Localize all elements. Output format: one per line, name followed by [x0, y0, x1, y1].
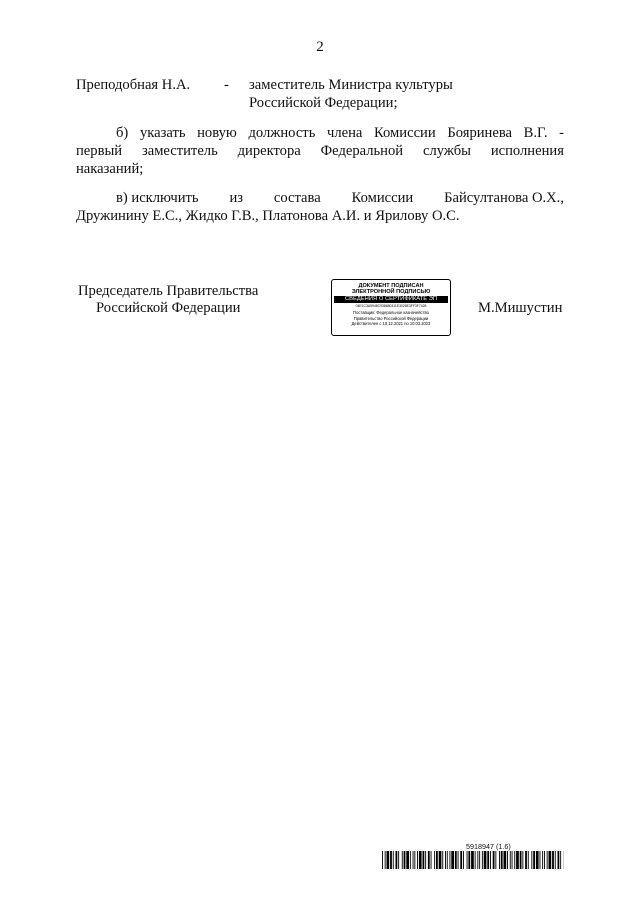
- item-v-line2: Дружинину Е.С., Жидко Г.В., Платонова А.И. и Ярилову О.С.: [76, 208, 460, 224]
- item-b-w0: б): [116, 125, 129, 141]
- item-v-line1: [116, 189, 564, 207]
- item-b-w4: члена: [327, 125, 363, 141]
- signatory-title-line2: Российской Федерации: [96, 300, 241, 316]
- item-b-l2-w4: службы: [422, 143, 471, 159]
- stamp-supplier: Поставщик: Федеральное казначейство: [353, 310, 429, 315]
- item-v-w0: в) исключить: [116, 190, 199, 206]
- item-v-w2: состава: [273, 190, 321, 206]
- electronic-signature-stamp: [331, 279, 451, 336]
- signatory-name: М.Мишустин: [478, 300, 563, 316]
- item-b-w5: Комиссии: [374, 125, 436, 141]
- stamp-band: СВЕДЕНИЯ О СЕРТИФИКАТЕ ЭП: [334, 296, 448, 303]
- item-v-w4: Байсултанова О.Х.,: [444, 190, 564, 206]
- item-b-line3: наказаний;: [76, 161, 144, 177]
- page-number: 2: [316, 39, 324, 55]
- stamp-owner: Правительство Российской Федерации: [353, 315, 429, 321]
- item-v-w1: из: [229, 190, 244, 206]
- member-name: Преподобная Н.А.: [76, 77, 191, 93]
- item-b-w1: указать: [139, 125, 186, 141]
- stamp-validity: Действителен с 10.12.2021 по 10.03.2023: [351, 321, 431, 327]
- item-b-line1: [116, 124, 564, 142]
- signatory-title-line1: Председатель Правительства: [78, 283, 259, 299]
- barcode-icon: [382, 851, 564, 869]
- item-b-l2-w3: Федеральной: [320, 143, 404, 159]
- item-b-line2: [76, 142, 564, 160]
- item-b-w6: Бояринева: [447, 125, 513, 141]
- item-b-w8: -: [559, 125, 564, 141]
- stamp-line1: ДОКУМЕНТ ПОДПИСАН: [358, 283, 424, 289]
- item-b-l2-w1: заместитель: [141, 143, 218, 159]
- stamp-line2: ЭЛЕКТРОННОЙ ПОДПИСЬЮ: [351, 289, 431, 296]
- member-position-line2: Российской Федерации;: [249, 95, 398, 111]
- item-b-l2-w0: первый: [76, 143, 123, 159]
- member-position-line1: заместитель Министра культуры: [249, 77, 453, 93]
- item-b-w7: В.Г.: [523, 125, 548, 141]
- item-v-w3: Комиссии: [351, 190, 414, 206]
- item-b-l2-w5: исполнения: [490, 143, 564, 159]
- member-dash: -: [224, 77, 229, 93]
- item-b-l2-w2: директора: [237, 143, 301, 159]
- barcode-label: 5918947 (1.6): [466, 842, 511, 851]
- stamp-serial: 04E1C3A5948C938680311E3028E3FF3F7428: [355, 304, 427, 309]
- item-b-w2: новую: [197, 125, 237, 141]
- item-b-w3: должность: [248, 125, 316, 141]
